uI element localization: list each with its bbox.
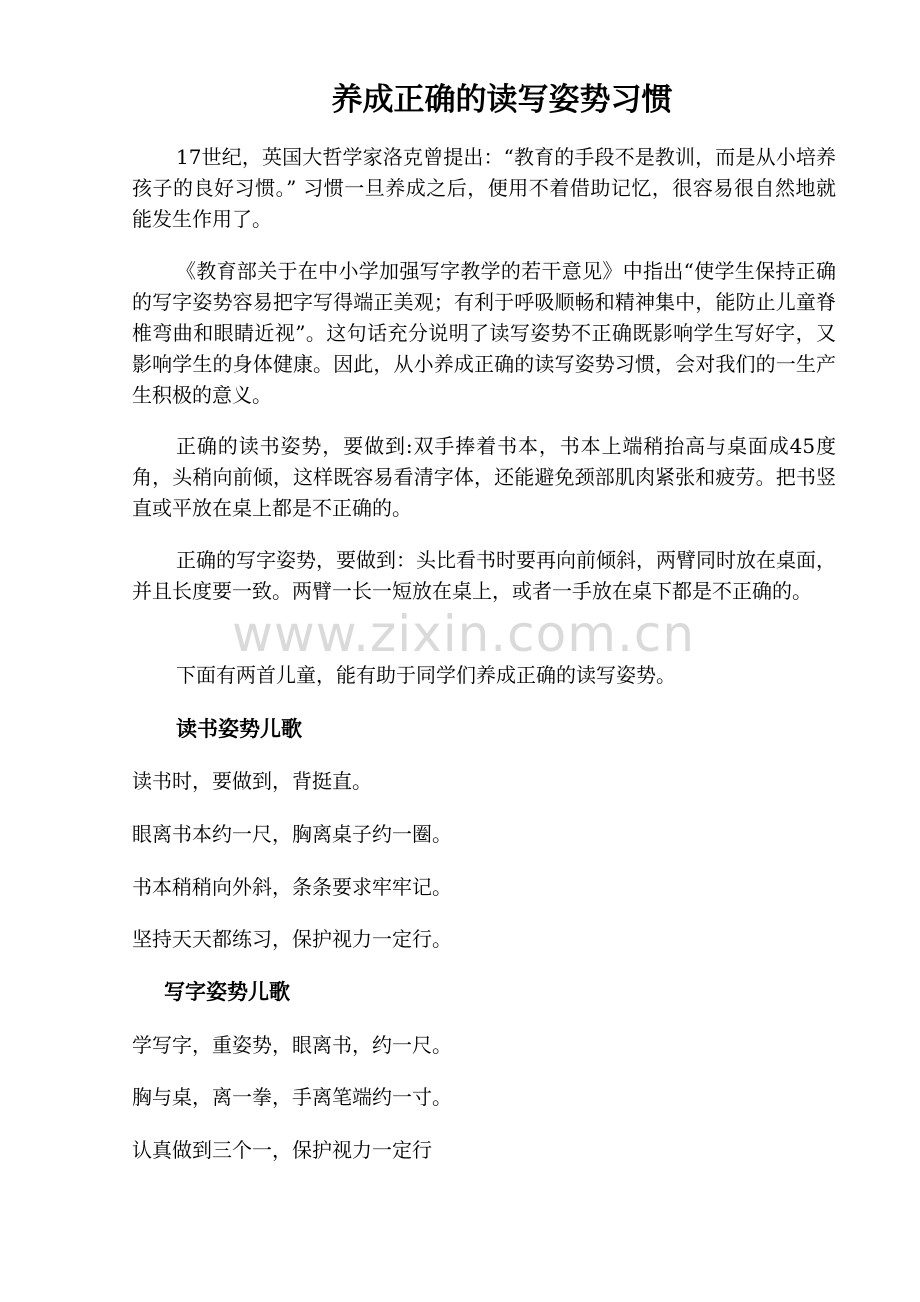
writing-song-line-2: 胸与桌，离一拳，手离笔端约一寸。 (132, 1085, 452, 1109)
reading-song-line-4: 坚持天天都练习，保护视力一定行。 (132, 927, 452, 951)
reading-song-line-1: 读书时，要做到，背挺直。 (132, 769, 372, 793)
reading-song-line-3: 书本稍稍向外斜，条条要求牢牢记。 (132, 875, 452, 899)
paragraph-1: 17世纪，英国大哲学家洛克曾提出：“教育的手段不是教训，而是从小培养孩子的良好习惯。” 习惯一旦养成之后，便用不着借助记忆，很容易很自然地就能发生作用了。 (132, 145, 836, 231)
paragraph-4: 正确的写字姿势，要做到：头比看书时要再向前倾斜，两臂同时放在桌面，并且长度要一致。两臂一长一短放在桌上，或者一手放在桌下都是不正确的。 (132, 548, 836, 603)
reading-song-line-2: 眼离书本约一尺，胸离桌子约一圈。 (132, 822, 452, 846)
writing-song-line-1: 学写字，重姿势，眼离书，约一尺。 (132, 1033, 452, 1057)
document-title: 养成正确的读写姿势习惯 (331, 82, 673, 118)
paragraph-2: 《教育部关于在中小学加强写字教学的若干意见》中指出“使学生保持正确的写字姿势容易把字写得端正美观；有利于呼吸顺畅和精神集中，能防止儿童脊椎弯曲和眼睛近视”。这句话充分说明了读写姿势不正确既影响学生写好字，又影响学生的身体健康。因此，从小养成正确的读写姿势习惯，会对我们的一生产生积极的意义。 (132, 259, 836, 407)
paragraph-5: 下面有两首儿童，能有助于同学们养成正确的读写姿势。 (176, 663, 676, 687)
watermark: www.zixin.com.cn (232, 605, 696, 663)
writing-song-line-3: 认真做到三个一，保护视力一定行 (132, 1138, 432, 1162)
reading-song-heading: 读书姿势儿歌 (176, 717, 302, 741)
paragraph-3: 正确的读书姿势，要做到:双手捧着书本，书本上端稍抬高与桌面成45度角，头稍向前倾，这样既容易看清字体，还能避免颈部肌肉紧张和疲劳。把书竖直或平放在桌上都是不正确的。 (132, 434, 836, 520)
writing-song-heading: 写字姿势儿歌 (164, 980, 290, 1004)
